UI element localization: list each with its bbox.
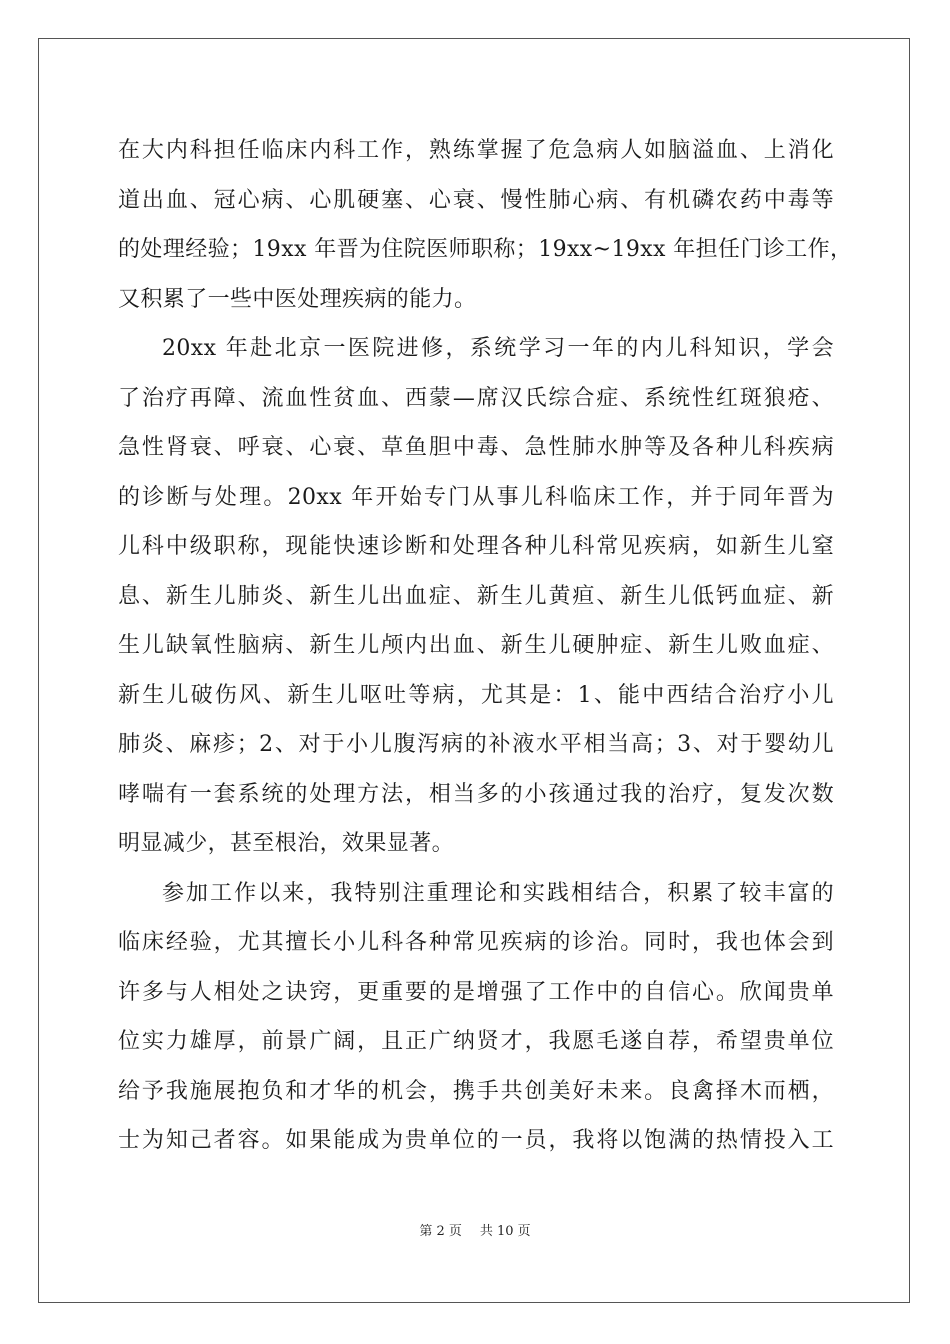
text-line: 儿科中级职称，现能快速诊断和处理各种儿科常见疾病，如新生儿窒	[118, 534, 834, 559]
page-footer	[0, 1220, 950, 1239]
text-line: 又积累了一些中医处理疾病的能力。	[118, 286, 477, 312]
document-body	[118, 126, 853, 1166]
page-number: 第 2 页	[419, 1224, 462, 1239]
text-line: 急性肾衰、呼衰、心衰、草鱼胆中毒、急性肺水肿等及各种儿科疾病	[118, 435, 834, 460]
text-line: 20xx 年赴北京一医院进修，系统学习一年的内儿科知识，学会	[162, 336, 834, 361]
text-line: 给予我施展抱负和才华的机会，携手共创美好未来。良禽择木而栖，	[118, 1078, 834, 1104]
text-line: 在大内科担任临床内科工作，熟练掌握了危急病人如脑溢血、上消化	[118, 138, 834, 163]
text-line: 肺炎、麻疹；2、对于小儿腹泻病的补液水平相当高；3、对于婴幼儿	[118, 732, 834, 757]
text-line: 临床经验，尤其擅长小儿科各种常见疾病的诊治。同时，我也体会到	[118, 930, 834, 955]
text-line: 生儿缺氧性脑病、新生儿颅内出血、新生儿硬肿症、新生儿败血症、	[118, 633, 834, 658]
text-line: 息、新生儿肺炎、新生儿出血症、新生儿黄疸、新生儿低钙血症、新	[118, 583, 834, 609]
text-line: 许多与人相处之诀窍，更重要的是增强了工作中的自信心。欣闻贵单	[118, 979, 834, 1005]
page-total: 共 10 页	[479, 1224, 531, 1239]
text-line: 哮喘有一套系统的处理方法，相当多的小孩通过我的治疗，复发次数	[118, 781, 834, 807]
text-line: 士为知己者容。如果能成为贵单位的一员，我将以饱满的热情投入工	[118, 1128, 834, 1153]
text-line: 参加工作以来，我特别注重理论和实践相结合，积累了较丰富的	[162, 880, 834, 906]
text-line: 的处理经验；19xx 年晋为住院医师职称；19xx~19xx 年担任门诊工作，	[118, 237, 853, 262]
text-line: 新生儿破伤风、新生儿呕吐等病，尤其是：1、能中西结合治疗小儿	[118, 682, 834, 708]
text-line: 位实力雄厚，前景广阔，且正广纳贤才，我愿毛遂自荐，希望贵单位	[118, 1029, 834, 1054]
text-line: 的诊断与处理。20xx 年开始专门从事儿科临床工作，并于同年晋为	[118, 484, 834, 510]
text-line: 明显减少，甚至根治，效果显著。	[118, 831, 455, 856]
text-line: 道出血、冠心病、心肌硬塞、心衰、慢性肺心病、有机磷农药中毒等	[118, 187, 834, 213]
text-line: 了治疗再障、流血性贫血、西蒙—席汉氏综合症、系统性红斑狼疮、	[118, 385, 834, 411]
